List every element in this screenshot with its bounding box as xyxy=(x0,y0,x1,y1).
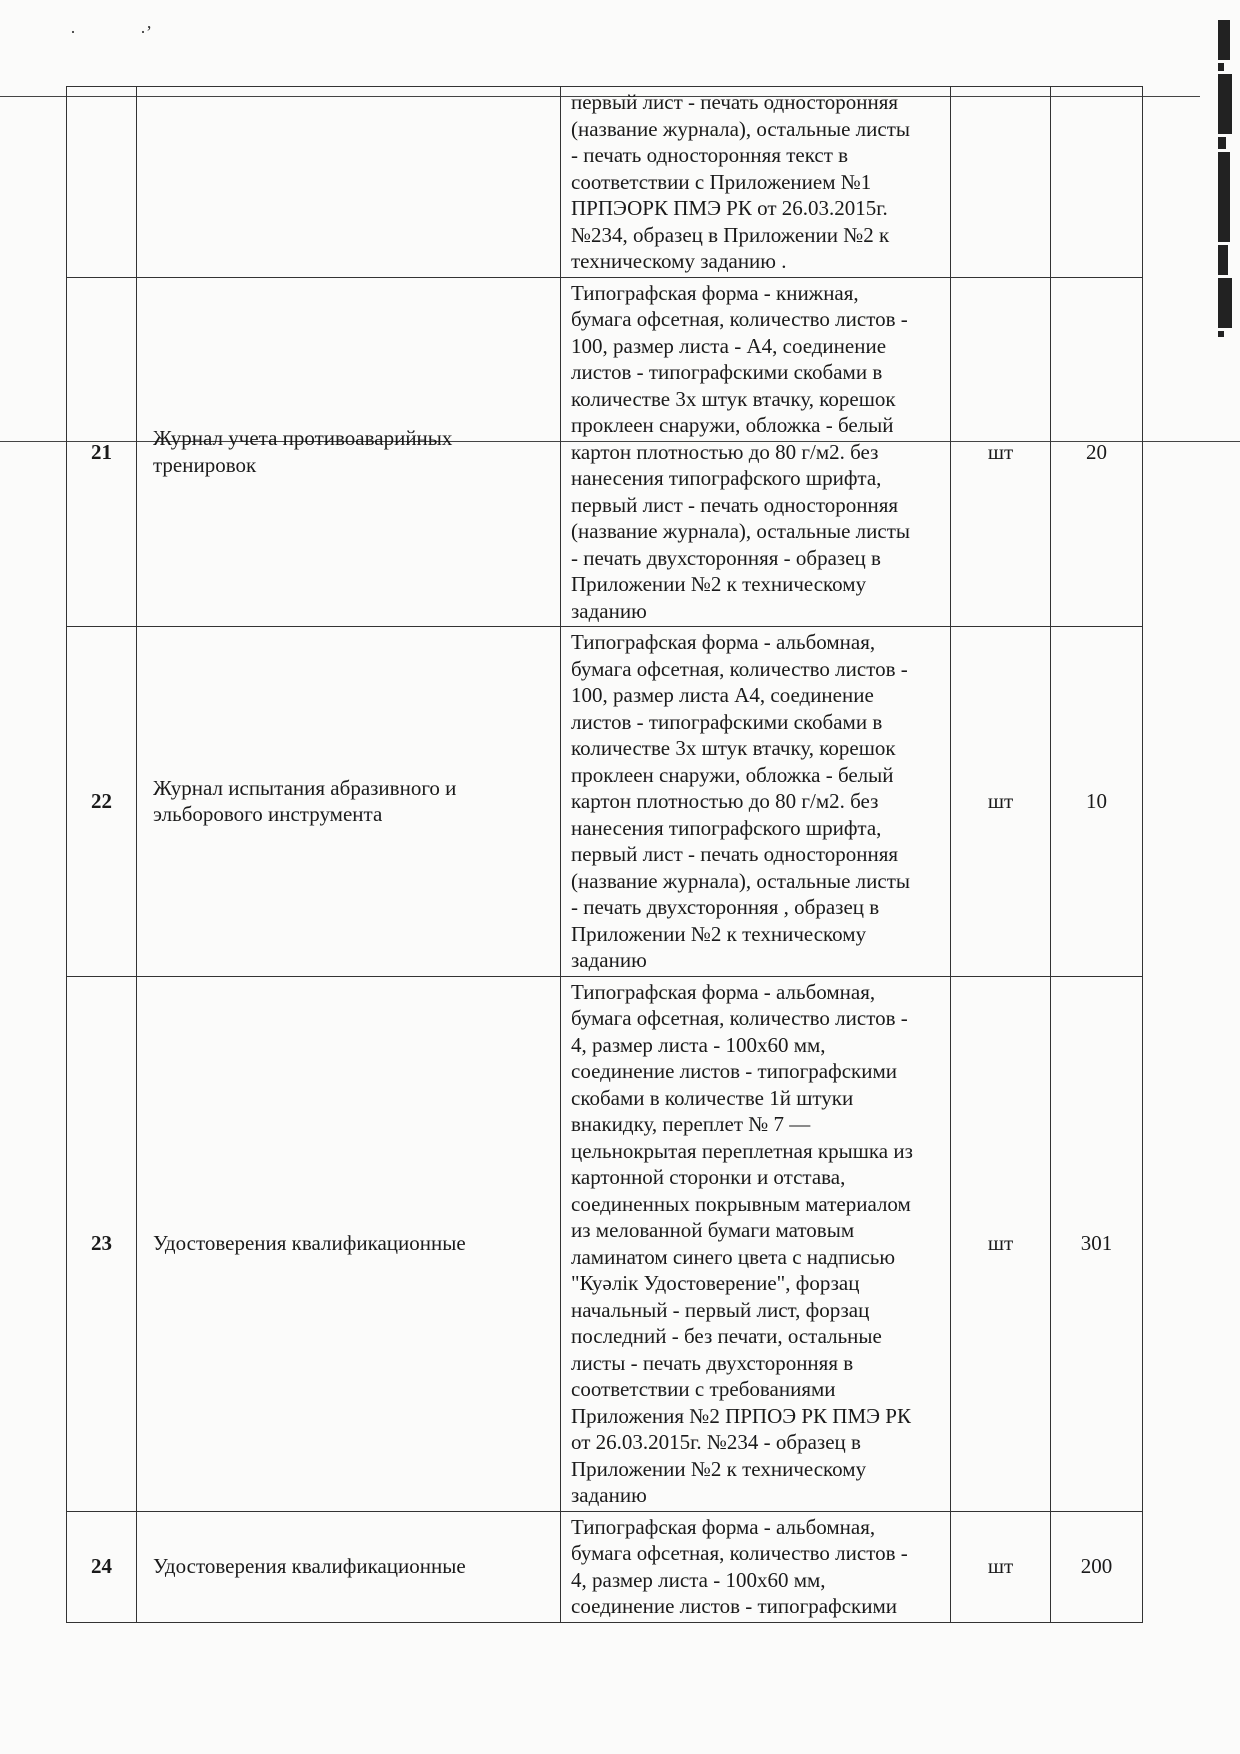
row-number: 21 xyxy=(67,277,137,627)
page-mark-dot: ·’ xyxy=(140,22,152,42)
row-number: 23 xyxy=(67,976,137,1511)
scan-edge-barcode xyxy=(1218,20,1232,1720)
item-description xyxy=(561,1511,951,1622)
quantity-cell xyxy=(1051,87,1143,278)
quantity-cell: 200 xyxy=(1051,1511,1143,1622)
item-name: Удостоверения квалификационные xyxy=(137,1511,561,1622)
item-name xyxy=(137,87,561,278)
item-description xyxy=(561,87,951,278)
item-description xyxy=(561,976,951,1511)
item-name: Удостоверения квалификационные xyxy=(137,976,561,1511)
table-row xyxy=(67,1511,1143,1622)
row-number: 22 xyxy=(67,627,137,977)
item-name: Журнал учета противоаварийных тренировок xyxy=(137,277,561,627)
unit-cell: шт xyxy=(951,976,1051,1511)
item-description xyxy=(561,627,951,977)
table-row xyxy=(67,627,1143,977)
description-text: Типографская форма - альбомная, бумага офсетная, количество листов - 4, размер листа - 100х60 мм, соединение листов - типографскими xyxy=(571,1514,908,1618)
table-row xyxy=(67,976,1143,1511)
unit-cell: шт xyxy=(951,277,1051,627)
quantity-cell: 20 xyxy=(1051,277,1143,627)
page-mark-dot: · xyxy=(70,22,76,42)
unit-cell xyxy=(951,87,1051,278)
description-text: Типографская форма - книжная, бумага офсетная, количество листов - 100, размер листа - А4, соединение листов - типографскими скобами в количестве 3х штук втачку, корешок проклеен снаружи, обложка - белый картон плотностью до 80 г/м2. без нанесения типографского шрифта, первый лист - печать односторонняя (название журнала), остальные листы - печать двухсторонняя - образец в Приложении №2 к техническому заданию xyxy=(571,280,910,623)
description-text: первый лист - печать односторонняя (название журнала), остальные листы - печать односторонняя текст в соответствии с Приложением №1 ПРПЭОРК ПМЭ РК от 26.03.2015г. №234, образец в Приложении №2 к техническому заданию . xyxy=(571,90,910,273)
unit-cell: шт xyxy=(951,627,1051,977)
specification-table xyxy=(66,86,1143,1623)
quantity-cell: 10 xyxy=(1051,627,1143,977)
item-name: Журнал испытания абразивного и эльборового инструмента xyxy=(137,627,561,977)
description-text: Типографская форма - альбомная, бумага офсетная, количество листов - 100, размер листа А4, соединение листов - типографскими скобами в количестве 3х штук втачку, корешок проклеен снаружи, обложка - белый картон плотностью до 80 г/м2. без нанесения типографского шрифта, первый лист - печать односторонняя (название журнала), остальные листы - печать двухсторонняя , образец в Приложении №2 к техническому заданию xyxy=(571,630,910,972)
unit-cell: шт xyxy=(951,1511,1051,1622)
quantity-cell: 301 xyxy=(1051,976,1143,1511)
table-row xyxy=(67,87,1143,278)
table-row xyxy=(67,277,1143,627)
item-description xyxy=(561,277,951,627)
row-number xyxy=(67,87,137,278)
description-text: Типографская форма - альбомная, бумага офсетная, количество листов - 4, размер листа - 100х60 мм, соединение листов - типографскими скобами в количестве 1й штуки внакидку, переплет № 7 — цельнокрытая переплетная крышка из картонной сторонки и отстава, соединенных покрывным материалом из мелованной бумаги матовым ламинатом синего цвета с надписью "Куәлік Удостоверение", форзац начальный - первый лист, форзац последний - без печати, остальные листы - печать двухсторонняя в соответствии с требованиями Приложения №2 ПРПОЭ РК ПМЭ РК от 26.03.2015г. №234 - образец в Приложении №2 к техническому заданию xyxy=(571,979,913,1507)
row-number: 24 xyxy=(67,1511,137,1622)
